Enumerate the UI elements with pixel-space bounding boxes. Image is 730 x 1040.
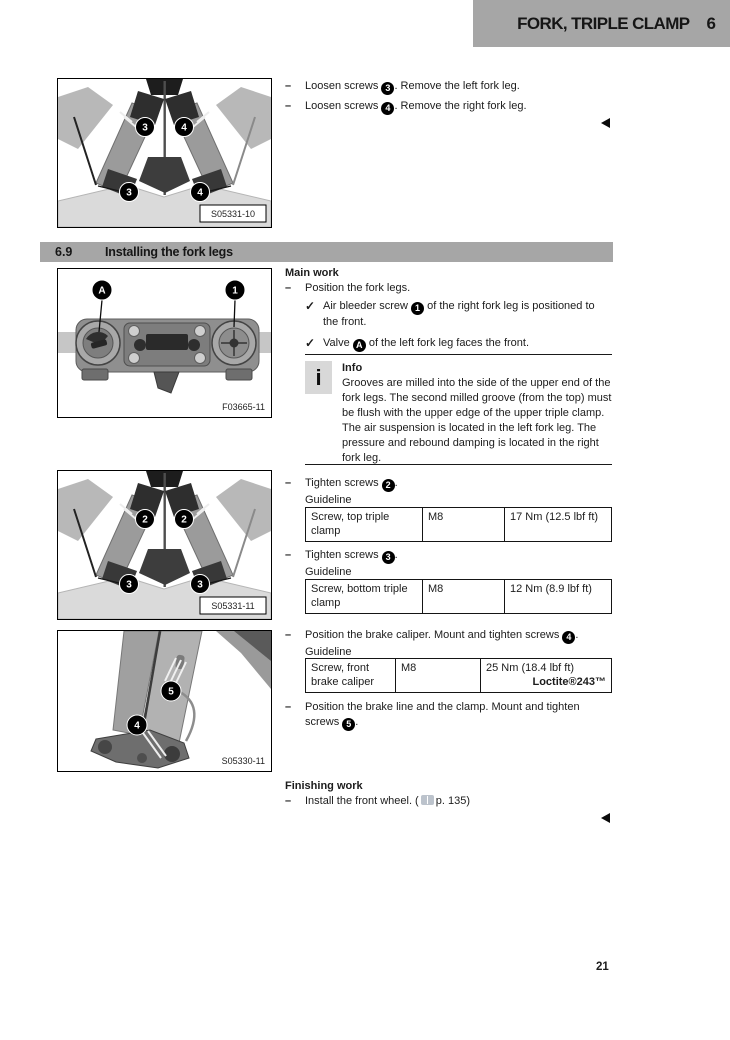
svg-text:4: 4: [181, 122, 187, 134]
guideline-label: Guideline: [305, 646, 352, 658]
table-cell-torque: 12 Nm (8.9 lbf ft): [510, 583, 592, 595]
section-heading: [40, 242, 613, 262]
nav-triangle-marker-bottom: [601, 813, 610, 823]
callout-badge-3: 3: [382, 551, 395, 564]
svg-text:1: 1: [232, 285, 238, 297]
callout-3-bottom: [120, 183, 139, 202]
guideline-label: Guideline: [305, 494, 352, 506]
figure-fork-removal: [57, 78, 272, 228]
bullet-dash: –: [285, 80, 292, 92]
callout-badge-4: 4: [381, 102, 394, 115]
callout-4-top: [175, 118, 194, 137]
torque-table-bottom-triple-clamp: [305, 579, 612, 614]
callout-3-left: [120, 575, 139, 594]
lower-fork-photo: [58, 631, 271, 771]
callout-badge-5: 5: [342, 718, 355, 731]
check-icon: ✓: [305, 299, 316, 313]
table-cell-part: Screw, front brake caliper: [306, 659, 396, 692]
check-icon: ✓: [305, 336, 316, 350]
step-install-front-wheel: – Install the front wheel. ( p. 135): [285, 795, 470, 807]
table-cell-part: Screw, top triple clamp: [306, 508, 423, 541]
guideline-label: Guideline: [305, 566, 352, 578]
info-text: Grooves are milled into the side of the upper end of the fork legs. The second milled groove (from the top) must be flush with the upper edge of the upper triple clamp. The air suspension is located in the left fork leg. The pressure and rebound damping is located in the right fork leg.: [342, 377, 612, 464]
bullet-dash: –: [285, 100, 292, 112]
callout-2-left: [136, 510, 155, 529]
nav-triangle-marker-top: [601, 118, 610, 128]
step-position-fork-legs: – Position the fork legs.: [285, 282, 411, 294]
chapter-title: FORK, TRIPLE CLAMP: [517, 13, 690, 33]
svg-text:4: 4: [197, 187, 203, 199]
step-remove-right-fork: – Loosen screws 4 . Remove the right fork leg.: [285, 99, 620, 119]
check-air-bleeder: ✓ Air bleeder screw 1 of the right fork leg is positioned to the front.: [305, 299, 595, 328]
svg-text:5: 5: [168, 686, 174, 698]
figure-caption-box: [200, 205, 266, 222]
section-title: Installing the fork legs: [105, 245, 233, 259]
bullet-dash: –: [285, 282, 292, 294]
page-number: 21: [596, 961, 609, 973]
info-box: [305, 361, 612, 466]
removal-steps: [285, 79, 620, 119]
svg-text:3: 3: [197, 579, 203, 591]
bullet-dash: –: [285, 701, 292, 713]
callout-4: [127, 715, 147, 735]
torque-table-top-triple-clamp: [305, 507, 612, 542]
figure-caption: F03665-11: [222, 402, 265, 412]
figure-brake-caliper: [57, 630, 272, 772]
divider-line: [305, 464, 612, 465]
table-cell-torque: 25 Nm (18.4 lbf ft) Loctite®243™: [486, 662, 606, 688]
chapter-header-bar: [473, 0, 730, 47]
bullet-dash: –: [285, 549, 292, 561]
table-cell-size: M8: [423, 508, 505, 541]
finishing-work-heading: Finishing work: [285, 780, 363, 792]
callout-4-bottom: [191, 183, 210, 202]
figure-triple-clamp-top: [57, 268, 272, 418]
callout-badge-4: 4: [562, 631, 575, 644]
table-cell-part: Screw, bottom triple clamp: [306, 580, 423, 613]
callout-A: [92, 280, 112, 300]
section-number: 6.9: [55, 245, 73, 259]
chapter-number: 6: [706, 13, 716, 33]
check-valve: ✓ Valve A of the left fork leg faces the front.: [305, 336, 530, 350]
svg-text:S05331-11: S05331-11: [211, 601, 255, 611]
svg-text:A: A: [98, 285, 106, 297]
figure-caption-box: [200, 597, 266, 614]
loctite-note: Loctite®243™: [532, 676, 606, 688]
svg-text:2: 2: [181, 514, 187, 526]
svg-text:S05331-10: S05331-10: [210, 209, 256, 219]
step-brake-caliper: – Position the brake caliper. Mount and tighten screws 4 .: [285, 629, 579, 642]
svg-text:3: 3: [142, 122, 148, 134]
divider-line: [305, 354, 612, 355]
fork-legs-photo: [58, 471, 271, 619]
info-heading: Info: [342, 362, 363, 374]
callout-3-top: [136, 118, 155, 137]
torque-table-front-brake-caliper: [305, 658, 612, 693]
triple-clamp-photo: [58, 269, 271, 417]
callout-badge-2: 2: [382, 479, 395, 492]
callout-1: [225, 280, 245, 300]
precondition-checks: [305, 299, 605, 358]
svg-text:4: 4: [134, 720, 140, 732]
page-reference-link[interactable]: p. 135): [435, 795, 470, 807]
book-icon: [421, 795, 434, 805]
table-cell-size: M8: [396, 659, 481, 692]
fork-legs-photo: [58, 79, 271, 227]
callout-badge-A: A: [353, 339, 366, 352]
callout-badge-3: 3: [381, 82, 394, 95]
table-cell-torque: 17 Nm (12.5 lbf ft): [510, 511, 599, 523]
main-work-heading: Main work: [285, 267, 339, 279]
bullet-dash: –: [285, 629, 292, 641]
figure-caption: S05330-11: [221, 756, 265, 766]
callout-badge-1: 1: [411, 302, 424, 315]
callout-2-right: [175, 510, 194, 529]
svg-text:2: 2: [142, 514, 148, 526]
table-cell-size: M8: [423, 580, 505, 613]
bullet-dash: –: [285, 477, 292, 489]
bullet-dash: –: [285, 795, 292, 807]
svg-text:3: 3: [126, 187, 132, 199]
step-brake-line-clamp: – Position the brake line and the clamp. Mount and tighten screws 5 .: [285, 701, 580, 729]
step-tighten-screws-2: – Tighten screws 2 .: [285, 477, 398, 490]
callout-5: [161, 681, 181, 701]
svg-text:3: 3: [126, 579, 132, 591]
step-remove-left-fork: – Loosen screws 3 . Remove the left fork leg.: [285, 79, 620, 99]
step-tighten-screws-3: – Tighten screws 3 .: [285, 549, 398, 562]
info-icon: i: [305, 361, 332, 394]
figure-fork-install: [57, 470, 272, 620]
callout-3-right: [191, 575, 210, 594]
